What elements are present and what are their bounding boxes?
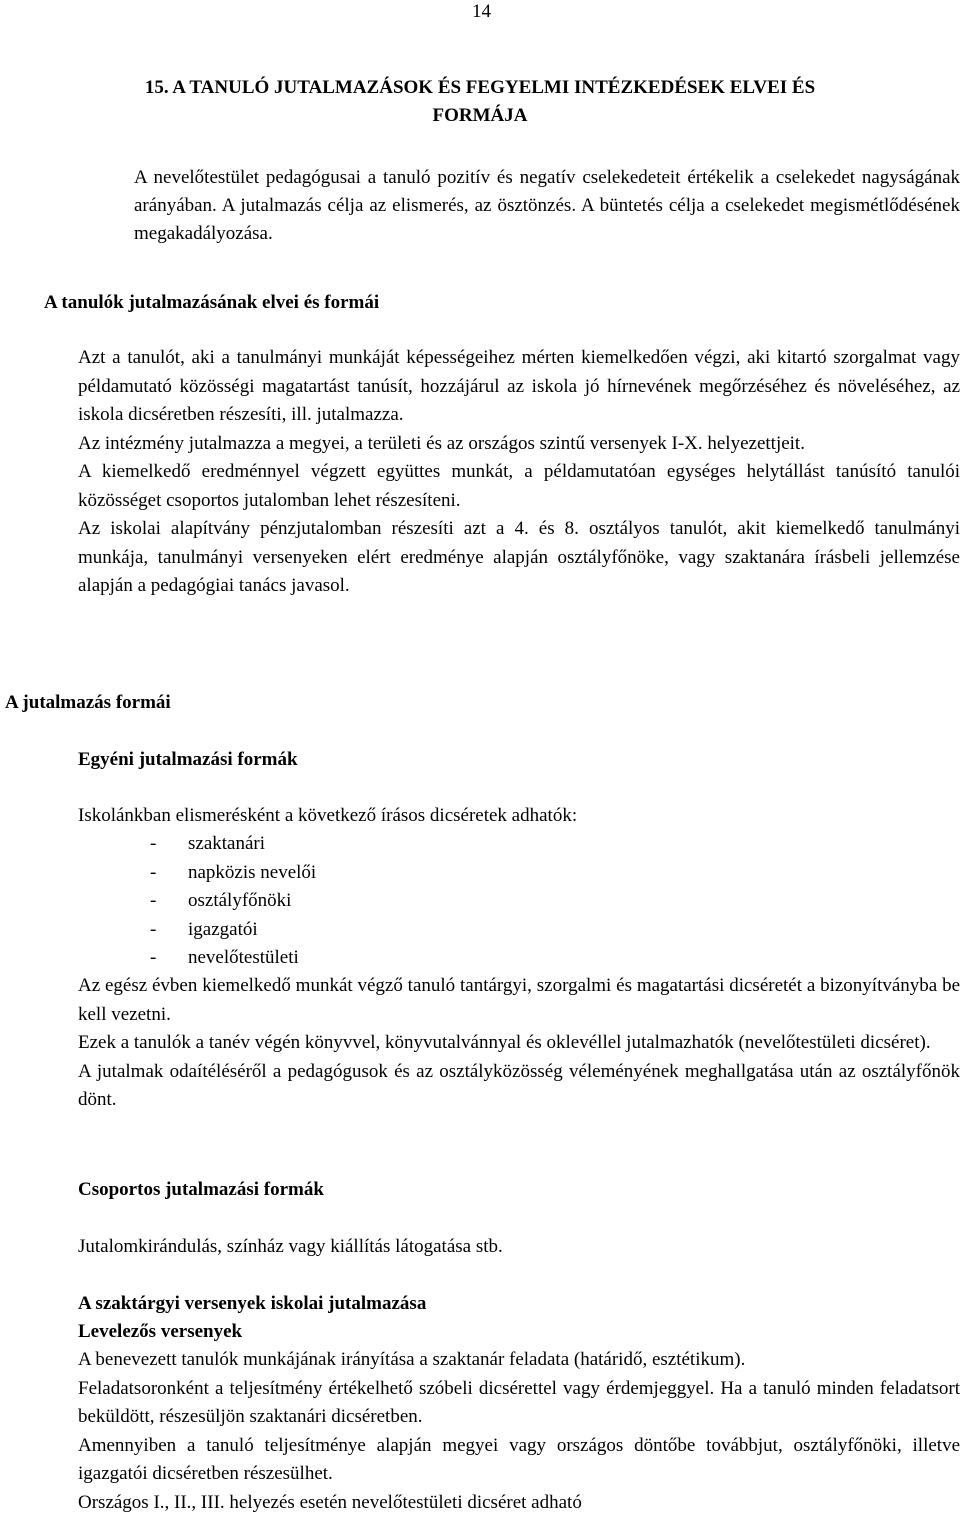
individual-lead-text: Iskolánkban elismerésként a következő írásos dicséretek adhatók:: [78, 805, 578, 826]
principles-heading: A tanulók jutalmazásának elvei és formái: [44, 292, 380, 313]
principles-paragraph-4: Az iskolai alapítvány pénzjutalomban részesíti azt a 4. és 8. osztályos tanulót, akit kiemelkedő tanulmányi munkája, tanulmányi versenyeken elért eredménye alapján osztályfőnöke, vagy szaktanára írásbeli jellemzése alapján a pedagógiai tanács javasol.: [78, 518, 960, 596]
page-number: 14: [472, 1, 491, 22]
group-body: [78, 1233, 960, 1262]
competitions-paragraph-4: Országos I., II., III. helyezés esetén nevelőtestületi dicséret adható: [78, 1491, 582, 1513]
individual-paragraph-1: Az egész évben kiemelkedő munkát végző tanuló tantárgyi, szorgalmi és magatartási dicséretét a bizonyítványba be kell vezetni.: [78, 975, 960, 1025]
principles-paragraph-2: Az intézmény jutalmazza a megyei, a területi és az országos szintű versenyek I-X. helyezettjeit.: [78, 432, 805, 454]
list-item-text: nevelőtestületi: [188, 947, 299, 968]
principles-paragraph-3: A kiemelkedő eredménnyel végzett együttes munkát, a példamutatóan egységes helytállást tanúsító tanulói közösséget csoportos jutalomban lehet részesíteni.: [78, 461, 960, 511]
list-item-text: szaktanári: [188, 833, 266, 854]
intro-text: A nevelőtestület pedagógusai a tanuló pozitív és negatív cselekedeteit értékelik a cselekedet nagyságának arányában. A jutalmazás célja az elismerés, az ösztönzés. A büntetés célja a cselekedet megismétlődésének megakadályozása.: [134, 167, 960, 244]
chapter-title: [0, 74, 960, 130]
list-item-text: igazgatói: [188, 918, 258, 940]
competitions-subheading: Levelezős versenyek: [78, 1321, 243, 1342]
list-item-text: osztályfőnöki: [188, 890, 292, 911]
list-item: [150, 830, 316, 859]
list-item: [150, 944, 316, 973]
principles-paragraph-1: Azt a tanulót, aki a tanulmányi munkáját képességeihez mérten kiemelkedően végzi, aki kitartó szorgalmat vagy példamutató közösségi magatartást tanúsít, hozzájárul az iskola jó hírnevének megőrzéséhez és növeléséhez, az iskola dicséretben részesíti, ill. jutalmazza.: [78, 347, 960, 425]
individual-body: [78, 972, 960, 1115]
intro-paragraph: [134, 164, 960, 248]
principles-body: [78, 344, 960, 601]
chapter-title-line-1: 15. A TANULÓ JUTALMAZÁSOK ÉS FEGYELMI INTÉZKEDÉSEK ELVEI ÉS: [144, 77, 816, 98]
individual-paragraph-3: A jutalmak odaítéléséről a pedagógusok és az osztályközösség véleményének meghallgatása után az osztályfőnök dönt.: [78, 1060, 960, 1110]
competitions-body: [78, 1346, 960, 1517]
list-dash: -: [150, 890, 157, 911]
list-dash: -: [150, 918, 157, 940]
competitions-paragraph-1: A benevezett tanulók munkájának irányítása a szaktanár feladata (határidő, esztétikum).: [78, 1349, 746, 1370]
competitions-paragraph-2: Feladatsoronként a teljesítmény értékelhető szóbeli dicsérettel vagy érdemjeggyel. Ha a tanuló minden feladatsort beküldött, részesüljön szaktanári dicséretben.: [78, 1377, 960, 1427]
list-dash: -: [150, 947, 157, 968]
list-item: [150, 916, 316, 945]
commendation-list: [150, 830, 316, 973]
individual-heading: Egyéni jutalmazási formák: [78, 749, 298, 770]
group-text: Jutalomkirándulás, színház vagy kiállítás látogatása stb.: [78, 1236, 503, 1257]
competitions-heading: A szaktárgyi versenyek iskolai jutalmazása: [78, 1293, 427, 1314]
competitions-paragraph-3: Amennyiben a tanuló teljesítménye alapján megyei vagy országos döntőbe továbbjut, osztályfőnöki, illetve igazgatói dicséretben részesülhet.: [78, 1434, 960, 1484]
forms-heading: A jutalmazás formái: [5, 692, 171, 713]
individual-lead: [78, 802, 960, 831]
list-item: [150, 887, 316, 916]
list-dash: -: [150, 833, 157, 854]
list-item: [150, 859, 316, 888]
chapter-title-line-2: FORMÁJA: [432, 105, 528, 126]
list-item-text: napközis nevelői: [188, 861, 317, 883]
group-heading: Csoportos jutalmazási formák: [78, 1179, 324, 1200]
individual-paragraph-2: Ezek a tanulók a tanév végén könyvvel, könyvutalvánnyal és oklevéllel jutalmazhatók (nevelőtestületi dicséret).: [78, 1032, 931, 1053]
list-dash: -: [150, 861, 157, 883]
